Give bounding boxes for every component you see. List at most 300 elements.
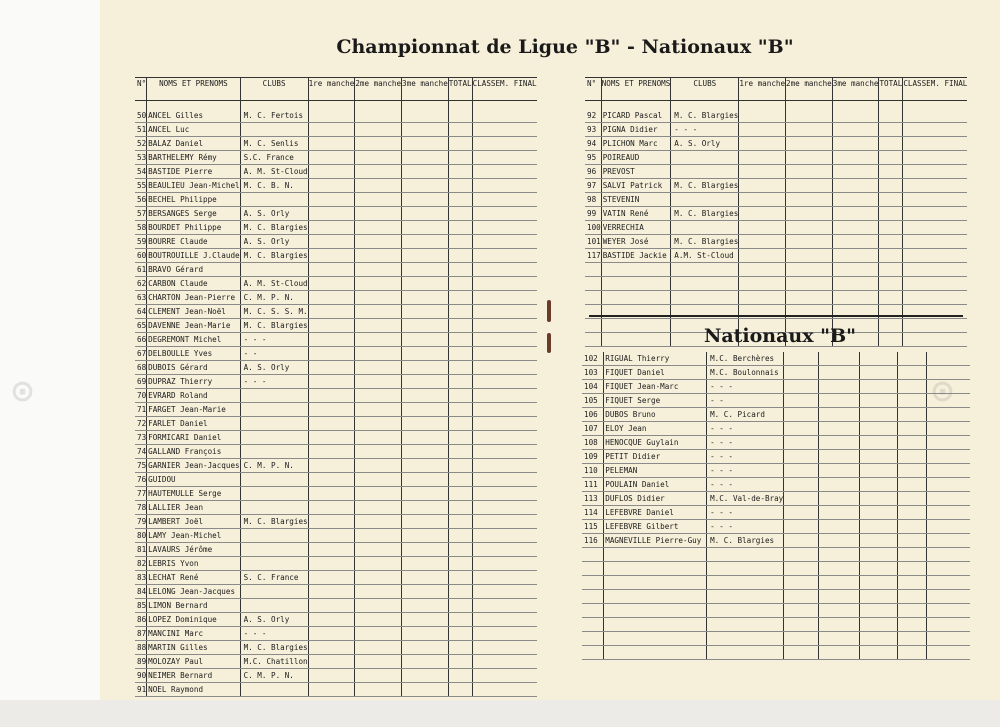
row-number: 60: [135, 249, 147, 263]
row-number: [585, 277, 601, 291]
manche-1-cell: [784, 436, 819, 450]
final-cell: [472, 403, 537, 417]
header-clubs: CLUBS: [240, 78, 308, 101]
competitor-name: GALLAND François: [147, 445, 240, 459]
manche-1-cell: [308, 291, 355, 305]
manche-3-cell: [832, 193, 879, 207]
table-row: [582, 478, 970, 492]
manche-3-cell: [402, 291, 449, 305]
total-cell: [879, 263, 903, 277]
manche-2-cell: [355, 347, 402, 361]
row-number: 66: [135, 333, 147, 347]
manche-1-cell: [308, 305, 355, 319]
club-name: [240, 599, 308, 613]
manche-1-cell: [784, 408, 819, 422]
table-row: [135, 501, 537, 515]
total-cell: [448, 585, 472, 599]
competitor-name: FARGET Jean-Marie: [147, 403, 240, 417]
row-number: 97: [585, 179, 601, 193]
final-cell: [472, 179, 537, 193]
spacer-row: [585, 101, 967, 110]
competitor-name: PIGNA Didier: [601, 123, 671, 137]
manche-3-cell: [402, 277, 449, 291]
row-number: 57: [135, 207, 147, 221]
manche-3-cell: [859, 590, 898, 604]
final-cell: [903, 277, 968, 291]
manche-2-cell: [355, 319, 402, 333]
table-row: [582, 576, 970, 590]
row-number: 113: [582, 492, 604, 506]
competitor-name: MANCINI Marc: [147, 627, 240, 641]
table-row: [135, 193, 537, 207]
final-cell: [927, 352, 970, 366]
competitor-name: MARTIN Gilles: [147, 641, 240, 655]
club-name: [671, 291, 739, 305]
right-table-body: [585, 101, 967, 347]
manche-2-cell: [355, 627, 402, 641]
competitor-name: VERRECHIA: [601, 221, 671, 235]
club-name: [671, 277, 739, 291]
manche-2-cell: [355, 571, 402, 585]
competitor-name: [601, 291, 671, 305]
competitor-name: DELBOULLE Yves: [147, 347, 240, 361]
total-cell: [879, 207, 903, 221]
manche-2-cell: [355, 669, 402, 683]
manche-2-cell: [355, 165, 402, 179]
manche-1-cell: [308, 543, 355, 557]
manche-2-cell: [818, 394, 859, 408]
table-row: [135, 137, 537, 151]
competitor-name: PELEMAN: [604, 464, 707, 478]
row-number: 68: [135, 361, 147, 375]
competitor-name: LALLIER Jean: [147, 501, 240, 515]
manche-3-cell: [402, 627, 449, 641]
manche-2-cell: [355, 459, 402, 473]
manche-3-cell: [402, 501, 449, 515]
table-row: [582, 520, 970, 534]
table-row: [135, 319, 537, 333]
manche-3-cell: [402, 599, 449, 613]
manche-2-cell: [355, 263, 402, 277]
final-cell: [927, 366, 970, 380]
final-cell: [903, 193, 968, 207]
final-cell: [472, 151, 537, 165]
manche-3-cell: [402, 109, 449, 123]
competitor-name: VATIN René: [601, 207, 671, 221]
table-row: [135, 207, 537, 221]
table-row: [135, 669, 537, 683]
club-name: - - -: [240, 375, 308, 389]
row-number: 104: [582, 380, 604, 394]
nationaux-table-body: [582, 352, 970, 660]
header-clubs: CLUBS: [671, 78, 739, 101]
manche-3-cell: [859, 352, 898, 366]
row-number: 79: [135, 515, 147, 529]
header-total: TOTAL: [879, 78, 903, 101]
manche-1-cell: [308, 501, 355, 515]
manche-1-cell: [308, 333, 355, 347]
manche-1-cell: [784, 576, 819, 590]
club-name: A. S. Orly: [240, 613, 308, 627]
row-number: [582, 618, 604, 632]
row-number: 50: [135, 109, 147, 123]
table-row: [582, 492, 970, 506]
manche-2-cell: [355, 179, 402, 193]
club-name: A. S. Orly: [240, 361, 308, 375]
manche-3-cell: [402, 193, 449, 207]
row-number: 116: [582, 534, 604, 548]
manche-2-cell: [786, 179, 833, 193]
club-name: [240, 557, 308, 571]
row-number: 61: [135, 263, 147, 277]
table-row: [135, 459, 537, 473]
manche-1-cell: [308, 403, 355, 417]
table-row: [135, 291, 537, 305]
final-cell: [903, 207, 968, 221]
total-cell: [448, 431, 472, 445]
club-name: M.C. Val-de-Bray: [707, 492, 784, 506]
table-row: [582, 534, 970, 548]
total-cell: [448, 109, 472, 123]
total-cell: [448, 305, 472, 319]
final-cell: [903, 179, 968, 193]
manche-3-cell: [402, 207, 449, 221]
manche-1-cell: [308, 375, 355, 389]
manche-3-cell: [832, 235, 879, 249]
final-cell: [472, 277, 537, 291]
total-cell: [448, 473, 472, 487]
manche-3-cell: [402, 529, 449, 543]
row-number: 81: [135, 543, 147, 557]
manche-2-cell: [786, 249, 833, 263]
table-row: [582, 562, 970, 576]
manche-3-cell: [832, 207, 879, 221]
manche-2-cell: [355, 389, 402, 403]
club-name: M. C. B. N.: [240, 179, 308, 193]
total-cell: [448, 487, 472, 501]
manche-2-cell: [355, 473, 402, 487]
club-name: A. M. St-Cloud: [240, 277, 308, 291]
total-cell: [448, 417, 472, 431]
manche-1-cell: [784, 422, 819, 436]
manche-1-cell: [784, 534, 819, 548]
manche-2-cell: [818, 590, 859, 604]
final-cell: [472, 249, 537, 263]
competitor-name: ANCEL Luc: [147, 123, 240, 137]
row-number: 55: [135, 179, 147, 193]
total-cell: [448, 291, 472, 305]
table-row: [135, 529, 537, 543]
total-cell: [448, 641, 472, 655]
competitor-name: LEFEBVRE Daniel: [604, 506, 707, 520]
nationaux-results-table: [582, 352, 970, 660]
manche-3-cell: [859, 408, 898, 422]
final-cell: [472, 641, 537, 655]
table-row: [135, 179, 537, 193]
row-number: 117: [585, 249, 601, 263]
club-name: [240, 431, 308, 445]
manche-1-cell: [784, 478, 819, 492]
table-row: [135, 543, 537, 557]
table-row: [135, 487, 537, 501]
manche-3-cell: [859, 646, 898, 660]
row-number: 84: [135, 585, 147, 599]
total-cell: [898, 520, 927, 534]
club-name: [707, 632, 784, 646]
final-cell: [472, 375, 537, 389]
table-row: [135, 445, 537, 459]
total-cell: [898, 562, 927, 576]
competitor-name: LAVAURS Jérôme: [147, 543, 240, 557]
table-row: [135, 305, 537, 319]
total-cell: [879, 291, 903, 305]
final-cell: [472, 165, 537, 179]
row-number: 52: [135, 137, 147, 151]
club-name: [671, 193, 739, 207]
table-row: [135, 613, 537, 627]
club-name: A. S. Orly: [240, 207, 308, 221]
manche-1-cell: [784, 646, 819, 660]
total-cell: [898, 478, 927, 492]
total-cell: [898, 380, 927, 394]
manche-2-cell: [786, 109, 833, 123]
club-name: M. C. Blargies: [671, 235, 739, 249]
manche-1-cell: [308, 585, 355, 599]
club-name: M. C. Blargies: [671, 109, 739, 123]
row-number: 73: [135, 431, 147, 445]
table-row: [582, 548, 970, 562]
competitor-name: FIQUET Jean-Marc: [604, 380, 707, 394]
total-cell: [448, 599, 472, 613]
final-cell: [472, 473, 537, 487]
club-name: [240, 445, 308, 459]
manche-1-cell: [784, 618, 819, 632]
competitor-name: ELOY Jean: [604, 422, 707, 436]
page-title: Championnat de Ligue "B" - Nationaux "B": [336, 36, 794, 58]
table-row: [135, 333, 537, 347]
competitor-name: LEFEBVRE Gilbert: [604, 520, 707, 534]
row-number: 100: [585, 221, 601, 235]
competitor-name: LAMBERT Joël: [147, 515, 240, 529]
table-row: [135, 235, 537, 249]
club-name: - - -: [707, 422, 784, 436]
competitor-name: DUPRAZ Thierry: [147, 375, 240, 389]
total-cell: [448, 361, 472, 375]
total-cell: [448, 459, 472, 473]
table-row: [135, 221, 537, 235]
table-row: [582, 408, 970, 422]
table-row: [585, 179, 967, 193]
manche-1-cell: [739, 207, 786, 221]
competitor-name: CHARTON Jean-Pierre: [147, 291, 240, 305]
club-name: M. C. Picard: [707, 408, 784, 422]
manche-1-cell: [308, 417, 355, 431]
club-name: - - -: [707, 506, 784, 520]
final-cell: [903, 151, 968, 165]
total-cell: [448, 669, 472, 683]
competitor-name: DAVENNE Jean-Marie: [147, 319, 240, 333]
manche-2-cell: [786, 277, 833, 291]
header-names: NOMS ET PRENOMS: [601, 78, 671, 101]
club-name: [671, 151, 739, 165]
total-cell: [448, 235, 472, 249]
final-cell: [927, 422, 970, 436]
club-name: M. C. Senlis: [240, 137, 308, 151]
table-row: [585, 137, 967, 151]
final-cell: [927, 408, 970, 422]
final-cell: [472, 221, 537, 235]
row-number: 92: [585, 109, 601, 123]
table-row: [135, 375, 537, 389]
table-row: [585, 207, 967, 221]
manche-1-cell: [308, 221, 355, 235]
competitor-name: PICARD Pascal: [601, 109, 671, 123]
total-cell: [898, 590, 927, 604]
club-name: M. C. S. S. M.: [240, 305, 308, 319]
table-row: [135, 417, 537, 431]
manche-2-cell: [355, 235, 402, 249]
competitor-name: [604, 646, 707, 660]
manche-2-cell: [818, 464, 859, 478]
table-row: [135, 641, 537, 655]
competitor-name: MAGNEVILLE Pierre-Guy: [604, 534, 707, 548]
club-name: - - -: [240, 627, 308, 641]
table-row: [582, 366, 970, 380]
final-cell: [472, 347, 537, 361]
manche-2-cell: [355, 655, 402, 669]
manche-1-cell: [308, 249, 355, 263]
club-name: [240, 403, 308, 417]
manche-1-cell: [784, 590, 819, 604]
manche-3-cell: [832, 291, 879, 305]
total-cell: [879, 165, 903, 179]
total-cell: [448, 151, 472, 165]
header-manche-3: 3me manche: [402, 78, 449, 101]
table-row: [135, 515, 537, 529]
total-cell: [448, 179, 472, 193]
manche-2-cell: [818, 366, 859, 380]
final-cell: [927, 380, 970, 394]
competitor-name: RIGUAL Thierry: [604, 352, 707, 366]
manche-1-cell: [784, 380, 819, 394]
total-cell: [448, 165, 472, 179]
final-cell: [927, 590, 970, 604]
club-name: [707, 576, 784, 590]
manche-3-cell: [859, 562, 898, 576]
competitor-name: LAMY Jean-Michel: [147, 529, 240, 543]
final-cell: [903, 291, 968, 305]
total-cell: [448, 403, 472, 417]
total-cell: [898, 534, 927, 548]
manche-1-cell: [308, 389, 355, 403]
total-cell: [448, 389, 472, 403]
club-name: M.C. Boulonnais: [707, 366, 784, 380]
left-results-table: [135, 77, 537, 697]
final-cell: [472, 669, 537, 683]
total-cell: [448, 529, 472, 543]
table-row: [582, 422, 970, 436]
row-number: 76: [135, 473, 147, 487]
table-row: [135, 165, 537, 179]
manche-1-cell: [308, 347, 355, 361]
total-cell: [448, 627, 472, 641]
row-number: 108: [582, 436, 604, 450]
row-number: 106: [582, 408, 604, 422]
manche-2-cell: [355, 529, 402, 543]
row-number: 103: [582, 366, 604, 380]
manche-2-cell: [355, 123, 402, 137]
table-row: [585, 193, 967, 207]
competitor-name: BALAZ Daniel: [147, 137, 240, 151]
table-row: [135, 403, 537, 417]
manche-2-cell: [818, 576, 859, 590]
manche-2-cell: [818, 478, 859, 492]
manche-2-cell: [786, 193, 833, 207]
row-number: 91: [135, 683, 147, 697]
manche-2-cell: [818, 520, 859, 534]
row-number: 53: [135, 151, 147, 165]
table-header-row: [135, 78, 537, 101]
total-cell: [898, 506, 927, 520]
manche-2-cell: [355, 291, 402, 305]
manche-1-cell: [308, 137, 355, 151]
club-name: [240, 417, 308, 431]
total-cell: [898, 464, 927, 478]
competitor-name: LIMON Bernard: [147, 599, 240, 613]
header-total: TOTAL: [448, 78, 472, 101]
row-number: 105: [582, 394, 604, 408]
manche-3-cell: [402, 235, 449, 249]
competitor-name: [604, 548, 707, 562]
table-row: [135, 361, 537, 375]
table-row: [135, 683, 537, 697]
table-row: [135, 123, 537, 137]
row-number: 82: [135, 557, 147, 571]
manche-3-cell: [402, 165, 449, 179]
club-name: - - -: [707, 436, 784, 450]
header-manche-2: 2me manche: [786, 78, 833, 101]
manche-1-cell: [739, 123, 786, 137]
table-row: [135, 109, 537, 123]
row-number: 99: [585, 207, 601, 221]
table-row: [585, 123, 967, 137]
manche-1-cell: [308, 641, 355, 655]
competitor-name: HAUTEMULLE Serge: [147, 487, 240, 501]
total-cell: [448, 263, 472, 277]
total-cell: [898, 394, 927, 408]
club-name: M. C. Blargies: [240, 319, 308, 333]
final-cell: [903, 137, 968, 151]
final-cell: [472, 291, 537, 305]
manche-2-cell: [818, 352, 859, 366]
manche-3-cell: [832, 221, 879, 235]
table-row: [585, 109, 967, 123]
competitor-name: BECHEL Philippe: [147, 193, 240, 207]
manche-1-cell: [739, 291, 786, 305]
competitor-name: LOPEZ Dominique: [147, 613, 240, 627]
competitor-name: BASTIDE Jackie: [601, 249, 671, 263]
manche-2-cell: [818, 506, 859, 520]
club-name: C. M. P. N.: [240, 459, 308, 473]
table-row: [582, 604, 970, 618]
competitor-name: NOEL Raymond: [147, 683, 240, 697]
manche-3-cell: [402, 655, 449, 669]
competitor-name: BRAVO Gérard: [147, 263, 240, 277]
final-cell: [927, 394, 970, 408]
manche-2-cell: [355, 445, 402, 459]
manche-1-cell: [308, 109, 355, 123]
total-cell: [448, 655, 472, 669]
